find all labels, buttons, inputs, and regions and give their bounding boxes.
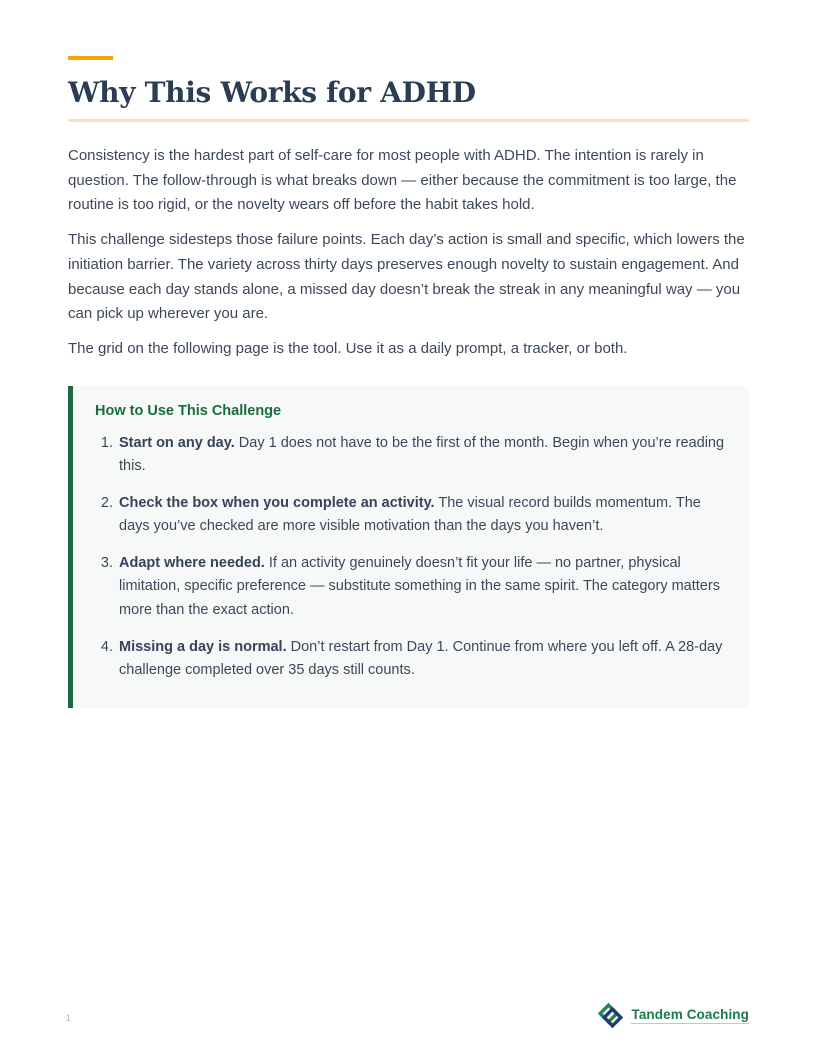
list-item-body (119, 492, 725, 539)
list-item-body (119, 432, 725, 479)
paragraph-challenge: This challenge sidesteps those failure points. Each day’s action is small and specific, which lowers the initiation barrier. The variety across thirty days preserves enough novelty to sustain engagement. And because each day stands alone, a missed day doesn’t break the streak in any meaningful way — you can pick up wherever you are. (68, 231, 745, 323)
list-item-number: 1. (100, 434, 113, 451)
list-item-text: Day 1 does not have to be the first of the month. Begin when you’re reading this. (119, 434, 725, 475)
paragraph-consistency: Consistency is the hardest part of self-care for most people with ADHD. The intention is rarely in question. The follow-through is what breaks down — either because the commitment is too large, the routine is too rigid, or the novelty wears off before the habit takes hold. (68, 147, 737, 214)
brand-name: Tandem Coaching (631, 1007, 749, 1022)
list-item (95, 552, 725, 622)
list-item (95, 636, 725, 683)
list-item (95, 432, 725, 479)
callout-box (68, 386, 749, 708)
list-item-body (119, 552, 725, 622)
title-rule (68, 119, 749, 122)
tandem-diamond-icon (597, 1002, 624, 1029)
brand-logo (597, 1002, 749, 1029)
list-item-number: 4. (100, 638, 113, 655)
list-item-text: Don’t restart from Day 1. Continue from where you left off. A 28-day challenge completed over 35 days still counts. (119, 638, 723, 678)
list-item-text: If an activity genuinely doesn’t fit your life — no partner, physical limitation, specific preference — substitute something in the same spirit. The category matters more than the exact action. (119, 555, 720, 618)
list-item-lead: Check the box when you complete an activity. (119, 495, 435, 512)
list-item-lead: Adapt where needed. (119, 555, 265, 572)
paragraph-grid: The grid on the following page is the tool. Use it as a daily prompt, a tracker, or both. (68, 340, 628, 358)
callout-list (95, 432, 725, 682)
page-title: Why This Works for ADHD (68, 76, 476, 109)
list-item-number: 2. (100, 495, 113, 512)
list-item-lead: Start on any day. (119, 434, 235, 451)
callout-title: How to Use This Challenge (95, 402, 282, 419)
list-item-lead: Missing a day is normal. (119, 638, 287, 655)
list-item-body (119, 636, 725, 683)
list-item (95, 492, 725, 539)
list-item-text: The visual record builds momentum. The days you’ve checked are more visible motivation than the days you haven’t. (119, 495, 701, 535)
page-content (68, 56, 749, 708)
list-item-number: 3. (100, 555, 113, 572)
page-number: 1 (66, 1013, 72, 1023)
accent-bar (68, 56, 113, 60)
